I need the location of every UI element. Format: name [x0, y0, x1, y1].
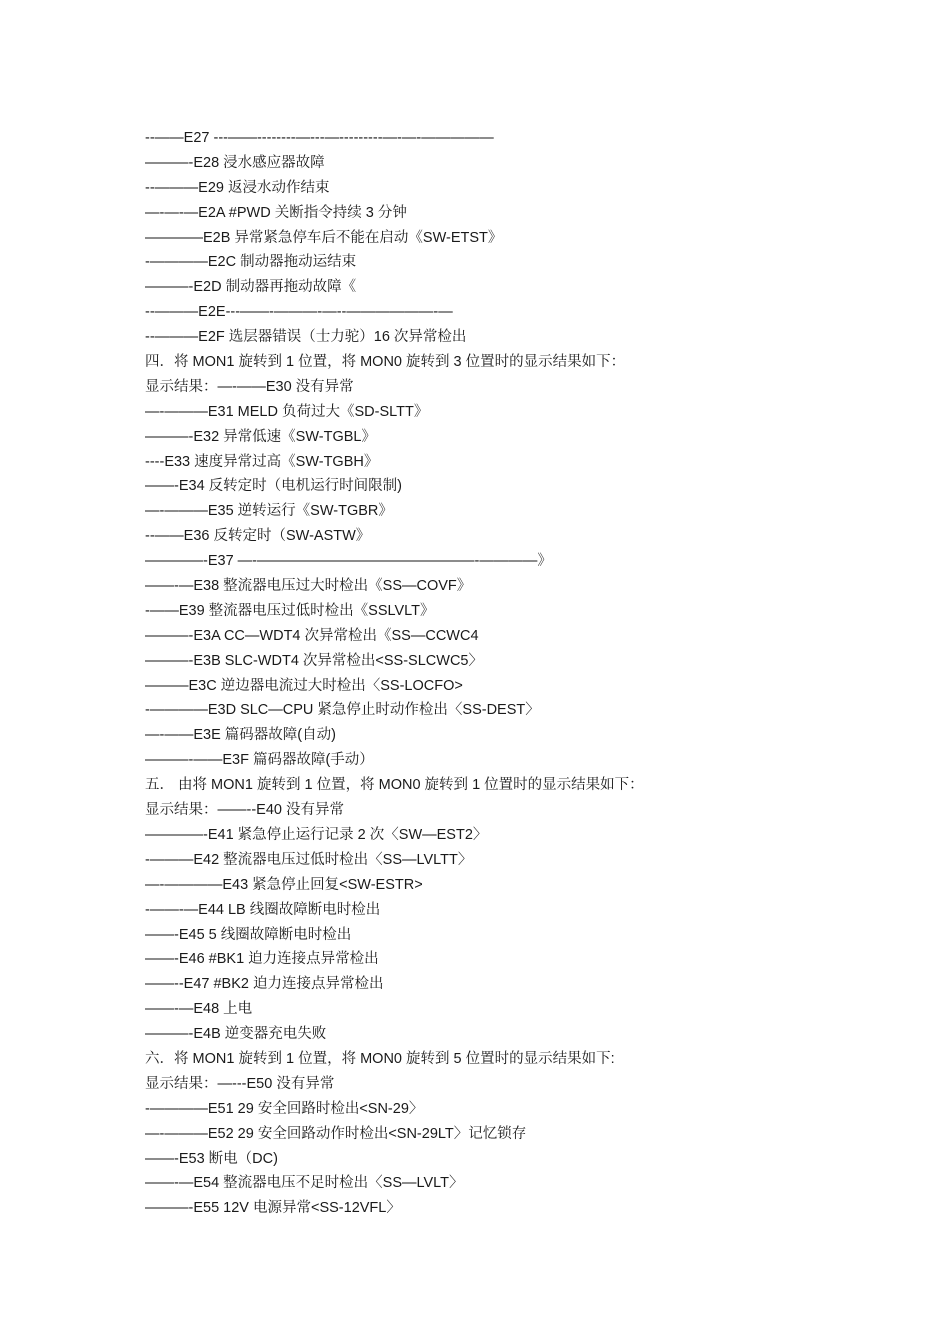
- text-line: --———E29 返浸水动作结束: [145, 179, 330, 196]
- text-line: -——-—E44 LB 线圈故障断电时检出: [145, 901, 381, 918]
- text-line: —-————E43 紧急停止回复<SW-ESTR>: [145, 876, 423, 893]
- text-line: ————E2B 异常紧急停车后不能在启动《SW-ETST》: [145, 229, 503, 246]
- text-line: —-———E31 MELD 负荷过大《SD-SLTT》: [145, 403, 429, 420]
- text-line: 四．将 MON1 旋转到 1 位置，将 MON0 旋转到 3 位置时的显示结果如下：: [145, 354, 626, 371]
- text-line: ——-—E48 上电: [145, 1001, 253, 1018]
- text-line: ——-—E38 整流器电压过大时检出《SS—COVF》: [145, 578, 472, 595]
- text-line: --——E27 ---——--------—---—---------—-—-—————: [145, 130, 494, 146]
- text-line: ———-E3B SLC-WDT4 次异常检出<SS-SLCWC5〉: [145, 652, 483, 669]
- text-line: ——-E46 #BK1 迫力连接点异常检出: [145, 951, 379, 968]
- text-line: ———-——E3F 篇码器故障(手动）: [145, 752, 374, 769]
- text-line: —-——E3E 篇码器故障(自动): [145, 727, 336, 744]
- text-line: -————E51 29 安全回路时检出<SN-29〉: [145, 1100, 424, 1117]
- text-line: ——-E34 反转定时（电机运行时间限制): [145, 478, 402, 495]
- text-line: ———-E55 12V 电源异常<SS-12VFL〉: [145, 1200, 401, 1217]
- text-line: —-———E52 29 安全回路动作时检出<SN-29LT〉记忆锁存: [145, 1125, 527, 1142]
- text-line: ———-E3A CC—WDT4 次异常检出《SS—CCWC4: [145, 627, 479, 644]
- text-line: ———-E28 浸水感应器故障: [145, 154, 325, 171]
- text-line: 五． 由将 MON1 旋转到 1 位置，将 MON0 旋转到 1 位置时的显示结果如下：: [145, 777, 644, 794]
- text-line: --———E2E---——-———-—--——————-—: [145, 304, 453, 321]
- text-line: --———E2F 选层器错误（士力驼）16 次异常检出: [145, 329, 467, 346]
- text-line: ———-E2D 制动器再拖动故障《: [145, 279, 357, 296]
- text-line: ——-—E54 整流器电压不足时检出〈SS—LVLT〉: [145, 1175, 464, 1192]
- text-line: 显示结果：—-——E30 没有异常: [145, 378, 354, 395]
- text-line: —-———E35 逆转运行《SW-TGBR》: [145, 503, 393, 520]
- text-line: -——E39 整流器电压过低时检出《SSLVLT》: [145, 602, 435, 619]
- text-line: --——E36 反转定时（SW-ASTW》: [145, 528, 371, 545]
- text-line: -———E42 整流器电压过低时检出〈SS—LVLTT〉: [145, 851, 473, 868]
- text-line: ——--E47 #BK2 迫力连接点异常检出: [145, 976, 384, 993]
- text-line: 显示结果：—---E50 没有异常: [145, 1075, 335, 1092]
- text-line: ———-E32 异常低速《SW-TGBL》: [145, 428, 376, 445]
- document-body: [145, 126, 925, 1221]
- text-line: ———-E4B 逆变器充电失败: [145, 1026, 327, 1043]
- text-line: ————-E41 紧急停止运行记录 2 次〈SW—EST2〉: [145, 826, 488, 843]
- text-line: ——-E53 断电（DC): [145, 1150, 278, 1167]
- text-line: -————E2C 制动器拖动运结束: [145, 254, 357, 271]
- text-line: 六．将 MON1 旋转到 1 位置，将 MON0 旋转到 5 位置时的显示结果如下:: [145, 1050, 615, 1067]
- text-line: —-—-—E2A #PWD 关断指令持续 3 分钟: [145, 204, 407, 221]
- text-line: ———E3C 逆边器电流过大时检出〈SS-LOCFO>: [145, 677, 463, 694]
- text-line: ——-E45 5 线圈故障断电时检出: [145, 926, 352, 943]
- text-line: ————-E37 —-———————————————-————》: [145, 553, 552, 570]
- text-line: -————E3D SLC—CPU 紧急停止时动作检出〈SS-DEST〉: [145, 702, 540, 719]
- text-line: 显示结果：——--E40 没有异常: [145, 802, 344, 819]
- text-line: ----E33 速度异常过高《SW-TGBH》: [145, 453, 379, 470]
